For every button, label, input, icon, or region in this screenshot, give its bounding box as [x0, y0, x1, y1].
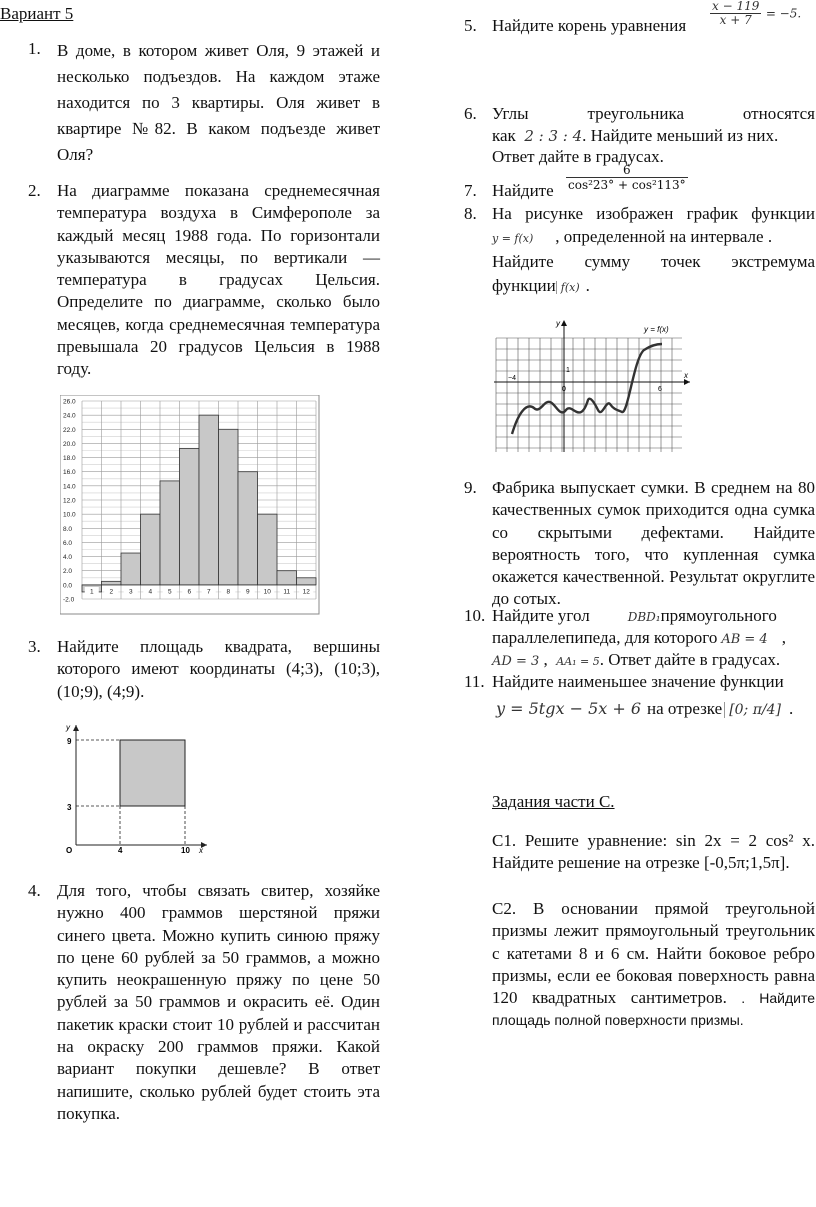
category-label: 5 [167, 588, 172, 596]
category-label: 6 [187, 588, 192, 596]
fig-y3: 3 [67, 803, 72, 812]
graph-tick-m4: −4 [508, 375, 516, 382]
bar [238, 472, 258, 585]
bar [199, 415, 219, 585]
temperature-bar-chart [60, 395, 320, 615]
task-2-number: 2. [28, 181, 41, 200]
graph-tick-1: 1 [566, 367, 570, 374]
category-label: 3 [128, 588, 133, 596]
task-8-line3: Найдите сумму точек экстремума [492, 252, 815, 271]
task-11-number: 11. [464, 672, 485, 691]
graph-y-label: y [556, 319, 560, 328]
y-tick-label: -2.0 [63, 596, 75, 604]
task-8-line1: На рисунке изображен график функции [492, 204, 815, 223]
bar [180, 448, 200, 584]
task-8-line2: y = f(x) , определенной на интервале . [492, 227, 773, 246]
y-tick-label: 26.0 [63, 398, 76, 406]
bar [121, 553, 141, 585]
task-5-equation: $\frac{x - 119}{x + 7}$ = −5. [712, 0, 802, 27]
square-figure [62, 720, 212, 855]
y-tick-label: 16.0 [63, 469, 76, 477]
y-tick-label: 22.0 [63, 426, 76, 434]
fig-x10: 10 [181, 846, 190, 855]
function-curve [512, 344, 662, 434]
category-label: 4 [148, 588, 153, 596]
graph-x-label: x [684, 371, 688, 380]
task-9-text: Фабрика выпускает сумки. В среднем на 80 качественных сумок приходится одна сумка со скрытыми дефектами. Найдите вероятность того, что купленная сумка окажется качественной. Результат округлите до сотых. [492, 478, 815, 609]
category-label: 1 [89, 588, 94, 596]
task-6-number: 6. [464, 104, 477, 123]
bar [219, 429, 239, 585]
partc-c2: С2. В основании прямой треугольной призмы лежит прямоугольный треугольник с катетами 8 и 6 см. Найти боковое ребро призмы, если ее боковая поверхность равна 120 квадратных сантиметров. . Найдите площадь полной поверхности призмы. [492, 899, 816, 1029]
category-label: 2 [109, 588, 114, 596]
task-9-number: 9. [464, 478, 477, 497]
task-7-number: 7. [464, 181, 477, 200]
task-8-number: 8. [464, 204, 477, 223]
bar [141, 514, 161, 585]
task-3-text: Найдите площадь квадрата, вершины которого имеют координаты (4;3), (10;3), (10;9), (4;9). [57, 637, 380, 701]
task-1-number: 1. [28, 39, 41, 58]
fig-y9: 9 [67, 737, 72, 746]
bar [160, 481, 180, 585]
task-8-line4: функции f(x) . [492, 276, 590, 295]
y-tick-label: 2.0 [63, 568, 73, 576]
fig-origin: O [66, 846, 73, 855]
shaded-square [120, 740, 185, 806]
y-tick-label: 20.0 [63, 440, 76, 448]
fig-x-label: x [199, 846, 203, 855]
y-tick-label: 8.0 [63, 525, 73, 533]
task-7-fraction: 6 cos²23° + cos²113° [568, 163, 686, 192]
task-4-number: 4. [28, 881, 41, 900]
graph-tick-0: 0 [562, 386, 566, 393]
task-7-text: Найдите [492, 181, 554, 200]
bar [258, 514, 278, 585]
y-tick-label: 14.0 [63, 483, 76, 491]
function-graph [494, 318, 694, 454]
task-11-text: Найдите наименьшее значение функции [492, 672, 784, 691]
task-5-text: Найдите корень уравнения [492, 16, 687, 35]
task-10-line2: параллелепипеда, для которого AB = 4 , [492, 628, 786, 647]
task-6-line1: Углы треугольника относятся [492, 104, 815, 123]
category-label: 8 [226, 588, 231, 596]
category-label: 12 [302, 588, 310, 596]
y-tick-label: 4.0 [63, 554, 73, 562]
y-tick-label: 10.0 [63, 511, 76, 519]
bar [277, 571, 297, 585]
task-1-text: В доме, в котором живет Оля, 9 этажей и несколько подъездов. На каждом этаже находится по 3 квартиры. Оля живет в квартире №82. В каком подъезде живет Оля? [57, 41, 380, 164]
fig-y-label: y [66, 723, 70, 732]
page-title: Вариант 5 [0, 4, 74, 23]
bar [297, 578, 317, 585]
task-5-number: 5. [464, 16, 477, 35]
partc-title: Задания части С. [492, 792, 615, 811]
y-tick-label: 0.0 [63, 582, 73, 590]
graph-tick-6: 6 [658, 386, 662, 393]
category-label: 9 [245, 588, 250, 596]
task-2-text: На диаграмме показана среднемесячная температура воздуха в Симферополе за каждый месяц 1988 года. По горизонтали указываются месяцы, по вертикали — температура в градусах Цельсия. Определите по диаграмме, сколько было месяцев, когда среднемесячная температура превышала 20 градусов Цельсия в 1988 году. [57, 181, 380, 379]
task-10-line1: Найдите угол DBD₁прямоугольного [492, 606, 777, 625]
fig-x4: 4 [118, 846, 123, 855]
task-6-line3: Ответ дайте в градусах. [492, 147, 664, 166]
bar [102, 581, 122, 585]
partc-c1: C1. Решите уравнение: sin 2x = 2 cos² x. Найдите решение на отрезке [-0,5π;1,5π]. [492, 831, 815, 873]
task-6-line2: как 2 : 3 : 4. Найдите меньший из них. [492, 126, 779, 145]
category-label: 11 [283, 588, 291, 596]
y-tick-label: 6.0 [63, 539, 73, 547]
graph-curve-label: y = f(x) [644, 325, 669, 334]
category-label: 7 [206, 588, 211, 596]
category-label: 10 [263, 588, 271, 596]
task-10-line3: AD = 3 , AA₁ = 5. Ответ дайте в градусах. [492, 650, 781, 669]
task-10-number: 10. [464, 606, 486, 625]
y-tick-label: 18.0 [63, 455, 76, 463]
task-11-formula-line: y = 5tgx − 5x + 6 на отрезке [0; π/4] . [496, 699, 794, 718]
y-tick-label: 24.0 [63, 412, 76, 420]
y-tick-label: 12.0 [63, 497, 76, 505]
task-3-number: 3. [28, 637, 41, 656]
task-4-text: Для того, чтобы связать свитер, хозяйке нужно 400 граммов шерстяной пряжи синего цвета. Можно купить синюю пряжу по цене 60 рублей за 50 граммов, а можно купить неокрашенную пряжу по цене 50 рублей за 50 граммов и окрасить её. Один пакетик краски стоит 10 рублей и рассчитан на окраску 200 граммов пряжи. Какой вариант покупки дешевле? В ответ напишите, сколько рублей будет стоить эта покупка. [57, 881, 380, 1123]
